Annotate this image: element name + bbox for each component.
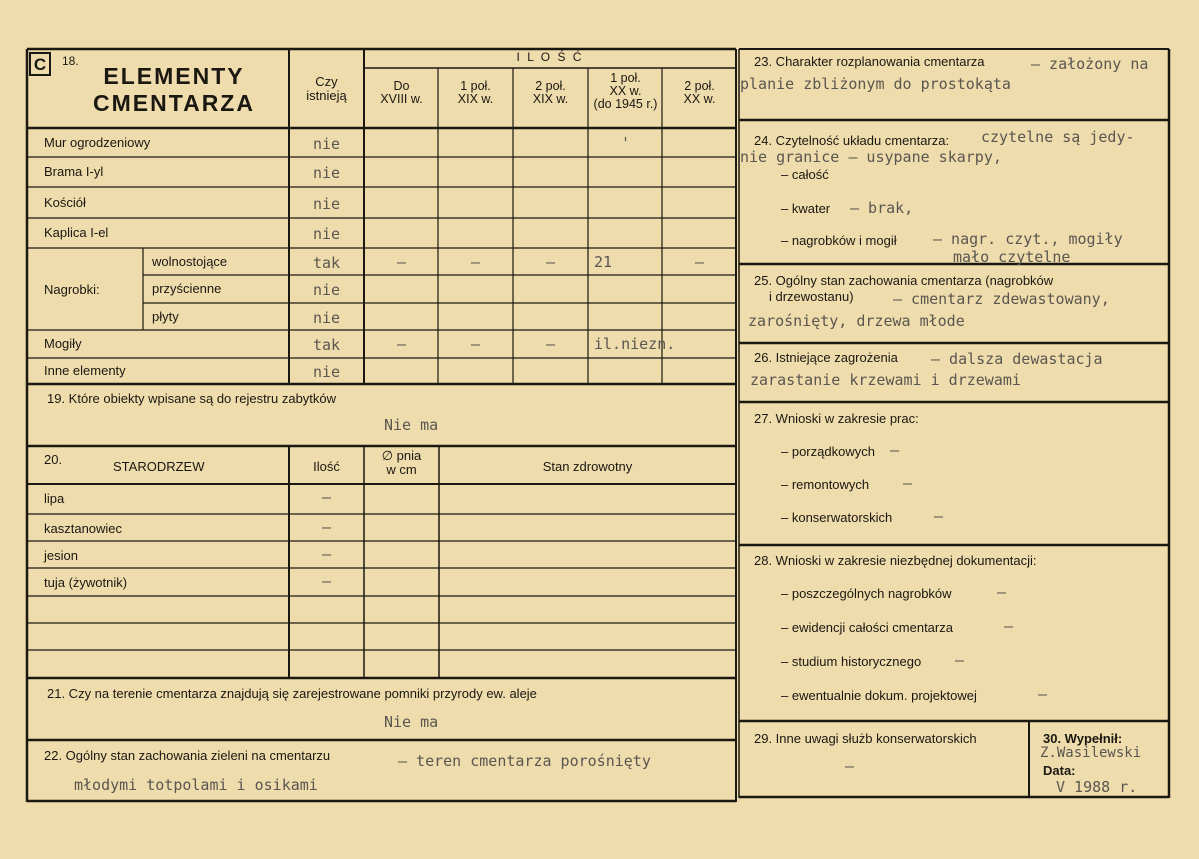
date-label: Data: [1043,763,1076,778]
q25-label-line2: i drzewostanu) [769,289,854,304]
q23-label: 23. Charakter rozplanowania cmentarza [754,54,985,69]
period-value: – [470,252,481,271]
q26-value-line1: – dalsza dewastacja [931,350,1103,368]
page-title [60,63,288,117]
q28-item-value: – [1004,617,1014,635]
q24-graves-label: – nagrobków i mogił [781,233,897,248]
exists-column-header: Czy istnieją [306,74,347,103]
q28-item-label: – ewentualnie dokum. projektowej [781,688,977,703]
period-header: Do XVIII w. [380,79,423,106]
element-exists: nie [312,164,341,182]
element-label: Mur ogrodzeniowy [44,134,151,150]
tree-qty: – [321,518,332,536]
q22-label: 22. Ogólny stan zachowania zieleni na cmentarzu [44,748,331,763]
q20-qty-header: Ilość [313,459,340,474]
ilosc-header: I L O Ś Ć [516,50,584,64]
period-header: 2 poł. XX w. [683,79,716,106]
q28-item-value: – [1038,685,1048,703]
q29-value: – [845,757,855,775]
element-exists: nie [312,194,341,213]
nagrobki-label: Nagrobki: [44,282,100,297]
period-value: 21 [594,252,613,271]
period-value: – [545,252,556,271]
q19-label: 19. Które obiekty wpisane są do rejestru zabytków [47,391,337,406]
q25-value-line2: zarośnięty, drzewa młode [748,312,965,330]
q24-graves-value-line1: – nagr. czyt., mogiły [933,230,1123,248]
element-label: Brama I-yl [44,164,104,179]
q22-value-line1: – teren cmentarza porośnięty [398,752,651,770]
q19-value: Nie ma [384,416,439,434]
q28-item-value: – [997,583,1007,601]
q23-value-line1: – założony na [1031,55,1149,73]
element-exists: nie [312,225,341,243]
section-letter-box [29,52,51,76]
q24-value-line2: nie granice – usypane skarpy, [740,148,1002,166]
q21-label: 21. Czy na terenie cmentarza znajdują się zarejestrowane pomniki przyrody ew. aleje [47,686,537,701]
element-exists: tak [312,253,341,272]
period-header: 1 poł. XIX w. [457,79,494,106]
element-label: przyścienne [152,281,222,296]
tree-qty: – [321,488,332,506]
element-exists: nie [312,134,341,153]
element-label: Mogiły [44,336,82,351]
q20-title: STARODRZEW [113,459,205,474]
period-value: – [545,335,556,353]
q27-item-label: – konserwatorskich [781,510,893,525]
element-exists: nie [312,281,341,299]
section-letter: C [33,55,47,74]
q25-value-line1: – cmentarz zdewastowany, [893,290,1110,308]
element-label: płyty [152,308,179,324]
q30-value: Z.Wasilewski [1040,745,1142,761]
period-header: 1 poł. XX w. (do 1945 r.) [593,71,658,111]
period-value: – [694,252,705,271]
element-exists: nie [312,308,341,327]
q21-value: Nie ma [384,713,439,731]
q24-value-line1: czytelne są jedy- [981,128,1135,146]
q28-label: 28. Wnioski w zakresie niezbędnej dokumentacji: [754,553,1037,568]
q20-health-header: Stan zdrowotny [542,459,633,474]
q27-label: 27. Wnioski w zakresie prac: [754,411,919,426]
q27-item-label: – porządkowych [781,444,875,459]
page-title-line2: CMENTARZA [93,90,255,116]
q24-graves-value-line2: mało czytelne [953,248,1071,266]
period-header: 2 poł. XIX w. [532,79,569,106]
period-value: – [396,252,407,271]
tree-name: jesion [44,548,78,563]
q27-item-value: – [890,441,900,459]
q24-whole-label: – całość [781,167,829,182]
q29-label: 29. Inne uwagi służb konserwatorskich [754,731,977,746]
period-value: ' [620,133,631,152]
q24-quarters-value: – brak, [850,199,914,217]
q28-item-label: – poszczególnych nagrobków [781,586,952,601]
q27-item-value: – [903,474,913,492]
q27-item-value: – [934,507,944,525]
q28-item-label: – ewidencji całości cmentarza [781,620,953,635]
tree-name: tuja (żywotnik) [44,575,128,590]
element-label: Inne elementy [44,363,126,378]
q23-value-line2: planie zbliżonym do prostokąta [740,75,1011,93]
period-value: il.niezn. [594,335,676,353]
tree-qty: – [321,572,332,590]
q26-label: 26. Istniejące zagrożenia [754,350,898,365]
element-exists: nie [312,363,341,381]
q22-value-line2: młodymi totpolami i osikami [74,776,318,794]
period-value: – [470,335,481,353]
q27-item-label: – remontowych [781,477,870,492]
tree-name: kasztanowiec [44,521,123,536]
period-value: – [396,335,407,353]
q25-label-line1: 25. Ogólny stan zachowania cmentarza (nagrobków [754,273,1054,288]
q24-quarters-label: – kwater [781,201,831,216]
page-title-line1: ELEMENTY [103,63,245,89]
q20-number: 20. [44,452,63,467]
q24-label: 24. Czytelność układu cmentarza: [754,133,950,148]
element-label: wolnostojące [152,253,228,269]
tree-qty: – [321,545,332,563]
element-label: Kaplica I-el [44,225,109,240]
q20-diameter-header: ∅ pnia w cm [381,448,422,477]
q30-label: 30. Wypełnił: [1043,731,1123,746]
tree-name: lipa [44,491,65,506]
section-number: 18. [62,54,79,68]
q26-value-line2: zarastanie krzewami i drzewami [750,371,1021,389]
element-label: Kościół [44,194,86,210]
q28-item-value: – [955,651,965,669]
element-exists: tak [312,336,341,354]
date-value: V 1988 r. [1056,778,1138,796]
q28-item-label: – studium historycznego [781,654,922,669]
